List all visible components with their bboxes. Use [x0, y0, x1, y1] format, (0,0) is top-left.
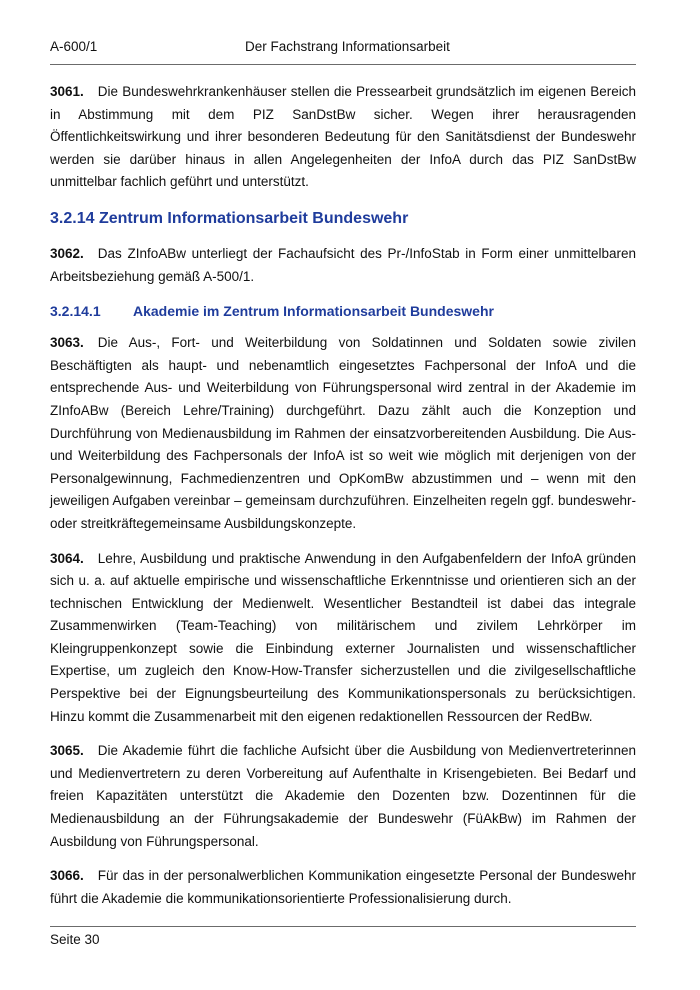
document-id: A-600/1	[50, 39, 98, 54]
paragraph-3061	[50, 81, 636, 194]
section-title: Zentrum Informationsarbeit Bundeswehr	[98, 209, 409, 227]
paragraph-text: Die Akademie führt die fachliche Aufsicht über die Ausbildung von Medienvertreterinnen und Medienvertretern zu deren Vorbereitung auf Aufenthalte in Krisengebieten. Bei Bedarf und freien Kapazitäten unterstützt die Akademie den Dozenten bzw. Dozentinnen für die Medienausbildung an der Führungsakademie der Bundeswehr (FüAkBw) im Rahmen der Ausbildung von Führungspersonal.	[50, 743, 636, 849]
paragraph-3062	[50, 243, 636, 288]
section-number: 3.2.14	[50, 209, 95, 227]
footer-divider	[50, 926, 636, 927]
paragraph-number: 3064.	[50, 550, 84, 566]
paragraph-number: 3063.	[50, 335, 84, 351]
paragraph-text: Lehre, Ausbildung und praktische Anwendung in den Aufgabenfeldern der InfoA gründen sich u. a. auf aktuelle empirische und wissenschaftliche Erkenntnisse und orientieren sich an der technischen Entwicklung der Medienwelt. Wesentlicher Bestandteil ist dabei das integrale Zusammenwirken (Team-Teaching) von militärischem und zivilem Lehrkörper im Kleingruppenkonzept sowie die Einbindung externer Journalisten und wissenschaftlicher Expertise, um zugleich den Know-How-Transfer sicherzustellen und die zivilgesellschaftliche Perspektive bei der Eignungsbeurteilung des Kommunikationspersonals zu berücksichtigen. Hinzu kommt die Zusammenarbeit mit den eigenen redaktionellen Ressourcen der RedBw.	[50, 550, 636, 724]
paragraph-3063	[50, 332, 636, 535]
paragraph-number: 3062.	[50, 245, 84, 261]
paragraph-text: Für das in der personalwerblichen Kommunikation eingesetzte Personal der Bundeswehr führt die Akademie die kommunikationsorientierte Professionalisierung durch.	[50, 868, 636, 906]
paragraph-text: Das ZInfoABw unterliegt der Fachaufsicht des Pr-/InfoStab in Form einer unmittelbaren Arbeitsbeziehung gemäß A-500/1.	[50, 245, 636, 284]
subsection-number: 3.2.14.1	[50, 303, 101, 320]
paragraph-text: Die Aus-, Fort- und Weiterbildung von Soldatinnen und Soldaten sowie zivilen Beschäftigten als haupt- und nebenamtlich eingesetztes Fachpersonal der InfoA und die entsprechende Aus- und Weiterbildung von Führungspersonal wird zentral in der Akademie im ZInfoABw (Bereich Lehre/Training) durchgeführt. Dazu zählt auch die Konzeption und Durchführung von Medienausbildung im Rahmen der einsatzvorbereitenden Ausbildung. Die Aus- und Weiterbildung des Fachpersonals der InfoA ist so weit wie möglich mit derjenigen von der Personalgewinnung, Fachmedienzentren und OpKomBw abzustimmen und – wenn mit den jeweiligen Aufgaben vereinbar – gemeinsam durchzuführen. Einzelheiten regeln ggf. bundeswehr- oder streitkräftegemeinsame Ausbildungskonzepte.	[50, 335, 636, 531]
section-heading-3-2-14	[50, 208, 636, 230]
paragraph-3064	[50, 548, 636, 729]
paragraph-text: Die Bundeswehrkrankenhäuser stellen die Pressearbeit grundsätzlich im eigenen Bereich in Abstimmung mit dem PIZ SanDstBw sicher. Wegen ihrer herausragenden Öffentlichkeitswirkung und ihrer besonderen Bedeutung für den Sanitätsdienst der Bundeswehr werden sie darüber hinaus in allen Angelegenheiten der InfoA durch das PIZ SanDstBw unmittelbar fachlich geführt und unterstützt.	[50, 84, 636, 190]
paragraph-number: 3061.	[50, 84, 84, 99]
paragraph-number: 3065.	[50, 743, 84, 759]
paragraph-3066	[50, 865, 636, 910]
subsection-heading-3-2-14-1	[50, 300, 636, 322]
header-divider	[50, 64, 636, 65]
page-footer	[50, 932, 100, 947]
page-number: Seite 30	[50, 932, 100, 947]
page-content	[50, 81, 636, 922]
document-title: Der Fachstrang Informationsarbeit	[245, 39, 450, 54]
paragraph-3065	[50, 740, 636, 853]
paragraph-number: 3066.	[50, 868, 84, 884]
page-header	[50, 39, 636, 61]
subsection-title: Akademie im Zentrum Informationsarbeit Bundeswehr	[133, 303, 494, 320]
